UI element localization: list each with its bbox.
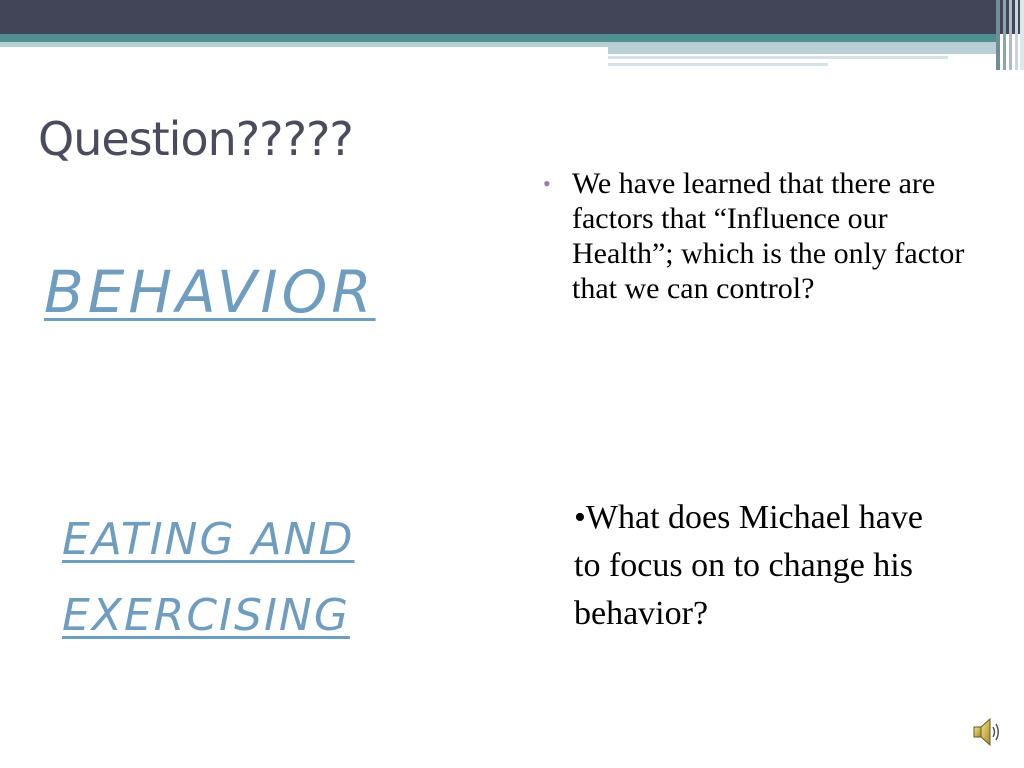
header-vertical-stripe [1009,0,1012,70]
bullet-marker: • [543,171,551,196]
bullet-text: We have learned that there are factors that “Influence our Health”; which is the only factor that we can control? [572,167,965,305]
header-vertical-stripe [1015,0,1018,70]
bullet-item [543,166,973,306]
header-vertical-stripe [1020,0,1024,70]
header-accent-line [608,56,948,59]
header-vertical-stripe [1003,0,1006,70]
header-bar-teal [0,34,1000,42]
header-vertical-stripe [996,0,1000,70]
slide-title: Question????? [38,112,353,166]
bullet-list [543,166,973,306]
header-bar-light-right [608,42,1000,54]
answer-behavior-link[interactable]: BEHAVIOR [44,258,376,326]
question-two-text: •What does Michael have to focus on to change his behavior? [574,499,923,632]
header-bar-light-left [0,42,608,47]
answer-eating-exercising-link[interactable]: EATING AND EXERCISING [62,514,355,641]
header-bar-dark [0,0,1024,34]
speaker-icon[interactable] [972,716,1002,748]
header-accent-line [608,63,828,66]
